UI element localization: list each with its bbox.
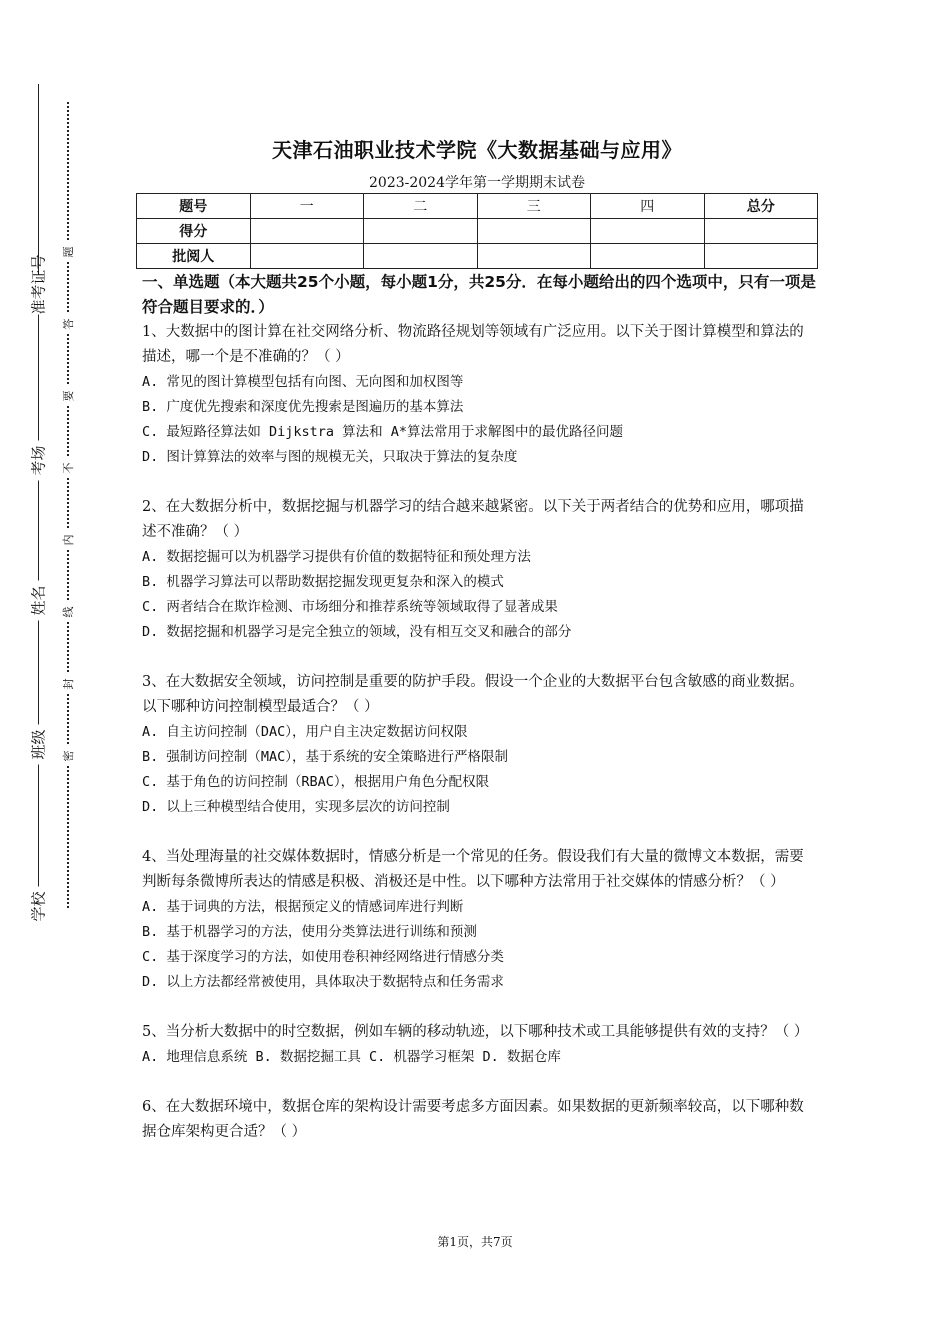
grader-cell[interactable]: [477, 244, 591, 269]
school-label: 学校: [28, 887, 49, 927]
binding-solid-line: [38, 84, 39, 910]
question-stem: 4、当处理海量的社交媒体数据时，情感分析是一个常见的任务。假设我们有大量的微博文本数据，需要判断每条微博所表达的情感是积极、消极还是中性。以下哪种方法常用于社交媒体的情感分析？（ ）: [142, 849, 804, 890]
question-stem: 2、在大数据分析中，数据挖掘与机器学习的结合越来越紧密。以下关于两者结合的优势和应用，哪项描述不准确？（ ）: [142, 499, 804, 540]
option-a: A. 自主访问控制（DAC），用户自主决定数据访问权限: [142, 724, 468, 740]
seal-char: 线: [60, 602, 76, 622]
seal-char: 要: [60, 386, 76, 406]
seal-char: 封: [60, 674, 76, 694]
seal-dotted-line: [67, 102, 69, 908]
option-a: A. 数据挖掘可以为机器学习提供有价值的数据特征和预处理方法: [142, 549, 531, 565]
question-stem: 5、当分析大数据中的时空数据，例如车辆的移动轨迹，以下哪种技术或工具能够提供有效的支持？（ ）: [142, 1024, 809, 1040]
grader-cell[interactable]: [591, 244, 705, 269]
option-b: B. 机器学习算法可以帮助数据挖掘发现更复杂和深入的模式: [142, 574, 504, 590]
option-d: D. 以上三种模型结合使用，实现多层次的访问控制: [142, 799, 450, 815]
score-cell[interactable]: [364, 219, 478, 244]
option-c: C. 两者结合在欺诈检测、市场细分和推荐系统等领域取得了显著成果: [142, 599, 558, 615]
seal-char: 内: [60, 530, 76, 550]
score-header-cell: 总分: [704, 194, 818, 219]
section-heading: 一、单选题（本大题共25个小题，每小题1分，共25分．在每小题给出的四个选项中，只有一项是符合题目要求的．）: [142, 273, 816, 316]
score-header-cell: 三: [477, 194, 591, 219]
option-d: D. 以上方法都经常被使用，具体取决于数据特点和任务需求: [142, 974, 504, 990]
score-table-header-row: [137, 194, 818, 219]
question-2: [142, 495, 818, 645]
option-b: B. 强制访问控制（MAC），基于系统的安全策略进行严格限制: [142, 749, 509, 765]
binding-margin: [0, 0, 110, 1344]
question-4: [142, 845, 818, 995]
score-cell[interactable]: [250, 219, 364, 244]
question-list: [142, 320, 818, 1170]
seal-char: 答: [60, 314, 76, 334]
grader-row: [137, 244, 818, 269]
score-row: [137, 219, 818, 244]
class-label: 班级: [28, 725, 49, 765]
name-label: 姓名: [28, 581, 49, 621]
score-header-cell: 一: [250, 194, 364, 219]
score-header-cell: 二: [364, 194, 478, 219]
option-d: D. 图计算算法的效率与图的规模无关，只取决于算法的复杂度: [142, 449, 518, 465]
option-b: B. 基于机器学习的方法，使用分类算法进行训练和预测: [142, 924, 477, 940]
question-5: [142, 1020, 818, 1070]
score-table: [136, 193, 818, 269]
option-c: C. 最短路径算法如 Dijkstra 算法和 A*算法常用于求解图中的最优路径问题: [142, 424, 624, 440]
page-footer: 第1页，共7页: [437, 1235, 513, 1249]
option-b: B. 广度优先搜索和深度优先搜索是图遍历的基本算法: [142, 399, 464, 415]
exam-room-label: 考场: [28, 441, 49, 481]
exam-id-label: 准考证号: [29, 254, 48, 315]
seal-char: 不: [60, 458, 76, 478]
seal-char: 密: [60, 746, 76, 766]
score-header-cell: 题号: [137, 194, 251, 219]
option-c: C. 基于深度学习的方法，如使用卷积神经网络进行情感分类: [142, 949, 504, 965]
question-3: [142, 670, 818, 820]
question-1: [142, 320, 818, 470]
option-a: A. 基于词典的方法，根据预定义的情感词库进行判断: [142, 899, 464, 915]
score-cell[interactable]: [477, 219, 591, 244]
option-d: D. 数据挖掘和机器学习是完全独立的领域，没有相互交叉和融合的部分: [142, 624, 572, 640]
exam-title: 天津石油职业技术学院《大数据基础与应用》: [272, 138, 682, 162]
score-cell[interactable]: [591, 219, 705, 244]
score-row-label: 得分: [137, 219, 251, 244]
seal-char: 题: [60, 242, 76, 262]
exam-subtitle: 2023-2024学年第一学期期末试卷: [369, 175, 585, 191]
option-a: A. 常见的图计算模型包括有向图、无向图和加权图等: [142, 374, 464, 390]
question-stem: 1、大数据中的图计算在社交网络分析、物流路径规划等领域有广泛应用。以下关于图计算模型和算法的描述，哪一个是不准确的？（ ）: [142, 324, 804, 365]
option-c: C. 基于角色的访问控制（RBAC），根据用户角色分配权限: [142, 774, 490, 790]
grader-cell[interactable]: [364, 244, 478, 269]
grader-row-label: 批阅人: [137, 244, 251, 269]
grader-cell[interactable]: [704, 244, 818, 269]
options-inline: A. 地理信息系统 B. 数据挖掘工具 C. 机器学习框架 D. 数据仓库: [142, 1049, 561, 1065]
score-cell[interactable]: [704, 219, 818, 244]
grader-cell[interactable]: [250, 244, 364, 269]
question-stem: 3、在大数据安全领域，访问控制是重要的防护手段。假设一个企业的大数据平台包含敏感的商业数据。以下哪种访问控制模型最适合？（ ）: [142, 674, 804, 715]
question-stem: 6、在大数据环境中，数据仓库的架构设计需要考虑多方面因素。如果数据的更新频率较高，以下哪种数据仓库架构更合适？（ ）: [142, 1099, 804, 1140]
score-header-cell: 四: [591, 194, 705, 219]
question-6: [142, 1095, 818, 1145]
